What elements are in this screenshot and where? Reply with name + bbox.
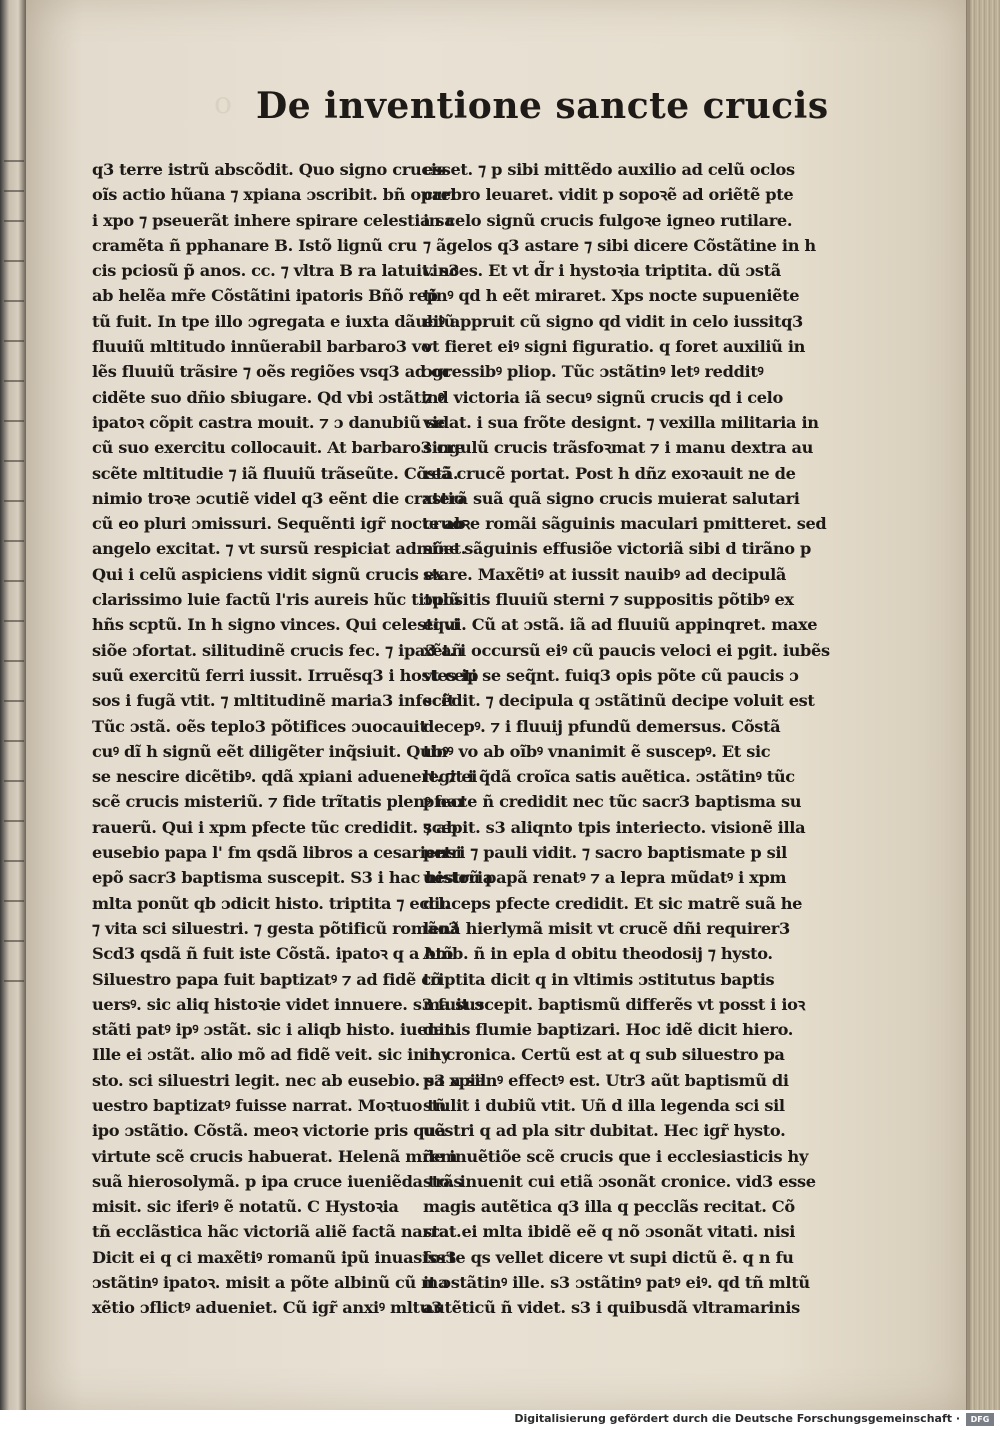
text-line: cis pciosũ p̃ anos. cc. ⁊ vltra B ra latuit. s3 [92, 261, 460, 281]
text-line: siõe ɔfortat. silitudinẽ crucis fec. ⁊ ipa3 añ [92, 640, 463, 660]
text-line: suũ exercitũ ferri iussit. Irruẽsq3 i hostes ip [92, 665, 479, 685]
text-line: vt fieret eiꝰ signi figuratio. q foret auxiliũ in [423, 337, 806, 357]
text-line: lẽs fluuiũ trãsire ⁊ oẽs regiões vsq3 ad oc [92, 362, 452, 382]
text-line: ɔgressibꝰ pliop. Tũc ɔstãtinꝰ letꝰ redditꝰ [423, 362, 764, 382]
text-line: pfecte ñ credidit nec tũc sacr3 baptisma su [423, 792, 802, 812]
text-line: rauerũ. Qui i xpm pfecte tũc credidit. ⁊ ab [92, 817, 458, 837]
text-line: it ɔstãtinꝰ ille. s3 ɔstãtinꝰ patꝰ eiꝰ. qd tñ mltũ [423, 1273, 810, 1293]
text-line: scẽ crucis misteriũ. ⁊ fide trĩtatis plenꝰ nar [92, 792, 466, 812]
text-column-right [423, 157, 830, 1321]
text-line: hñs scptũ. In h signo vinces. Qui celesti vi [92, 615, 459, 635]
page-block-edges [966, 0, 1000, 1410]
text-line: ipo ɔstãtio. Cõstã. meoꝛ victorie pris quã [92, 1121, 446, 1141]
show-through-mark: o [214, 86, 233, 121]
text-line: magis autẽtica q3 illa q pecclãs recitat. Cõ [423, 1197, 795, 1217]
text-line: Ille ei ɔstãt. alio mõ ad fidẽ veit. sic in hy [92, 1045, 451, 1065]
text-line: de inuẽtiõe scẽ crucis que i ecclesiasticis hy [423, 1146, 808, 1166]
text-line: tinꝰ qd h eẽt miraret. Xps nocte supueniẽte [423, 286, 800, 306]
text-line: vinces. Et vt d̃r i hystoꝛia triptita. dũ ɔstã [423, 261, 781, 281]
text-line: mlta ponũt qb ɔdicit histo. triptita ⁊ eccl. [92, 893, 450, 913]
text-line: cuꝰ dĩ h signũ eẽt diligẽter inq̃siuit. Qubꝰ [92, 741, 449, 761]
text-line: cramẽta ñ pphanare B. Istõ lignũ cru [92, 235, 417, 255]
text-line: uestro baptizatꝰ fuisse narrat. Moꝛtuo tñ [92, 1095, 446, 1115]
text-line: triptita dicit q in vltimis ɔstitutus baptis [423, 969, 775, 989]
text-line: equi. Cũ at ɔstã. iã ad fluuiũ appinqret. maxe [423, 615, 818, 635]
text-line: ab helẽa mr̃e Cõstãtini ipatoris Bñõ rep̃ [92, 286, 438, 306]
text-line: angelo excitat. ⁊ vt sursũ respiciat admõet. [92, 539, 467, 559]
text-line: in cronica. Certũ est at q sub siluestro pa [423, 1045, 785, 1065]
text-line: scepit. s3 aliqnto tpis interiecto. visionẽ illa [423, 817, 806, 837]
text-line: stare. Maxẽtiꝰ at iussit nauibꝰ ad decipulã [423, 564, 787, 584]
text-line: ma suscepit. baptismũ differẽs vt posst i ioꝛ [423, 994, 805, 1014]
text-line: danis flumie baptizari. Hoc idẽ dicit hiero. [423, 1020, 794, 1040]
digitization-footer [0, 1410, 1000, 1430]
text-line: pa xpianꝰ effectꝰ est. Utr3 aũt baptismũ di [423, 1070, 789, 1090]
text-line: Amb. ñ in epla d obitu theodosij ⁊ hysto. [423, 944, 773, 964]
text-line: Dicit ei q ci maxẽtiꝰ romanũ ipũ inuasiss3 [92, 1247, 457, 1267]
text-line: xẽtio ɔflictꝰ adueniet. Cũ igr̃ anxiꝰ mltu3 [92, 1298, 443, 1318]
text-column-left [92, 157, 493, 1321]
text-line: xẽt. i occursũ eiꝰ cũ paucis veloci ei pgit. iubẽs [423, 640, 830, 660]
text-line: ipatoꝛ cõpit castra mouit. ⁊ ɔ danubiũ se [92, 412, 445, 432]
adjacent-page-edge [0, 0, 26, 1410]
text-line: autẽticũ ñ videt. s3 i quibusdã vltramarinis [423, 1298, 800, 1318]
text-line: ⁊ ãgelos q3 astare ⁊ sibi dicere Cõstãtine in h [423, 235, 816, 255]
text-line: epõ sacr3 baptisma suscepit. S3 i hac historia [92, 868, 493, 888]
funding-credit: Digitalisierung gefördert durch die Deutsche Forschungsgemeinschaft · [514, 1412, 960, 1425]
text-line: sto. inuenit cui etiã ɔsonãt cronice. vid3 esse [423, 1171, 816, 1191]
text-line: se nescire dicẽtibꝰ. qdã xpiani aduenert. ⁊ ei [92, 767, 478, 787]
text-line: sos i fugã vtit. ⁊ mltitudinẽ maria3 infecit [92, 691, 455, 711]
text-line: tũ fuit. In tpe illo ɔgregata e iuxta dãubiũ [92, 311, 456, 331]
text-line: Qui i celũ aspiciens vidit signũ crucis ex [92, 564, 444, 584]
text-line: stãti patꝰ ipꝰ ɔstãt. sic i aliqb histo. iuenit. [92, 1020, 457, 1040]
text-line: scẽte mltitudie ⁊ iã fluuiũ trãseũte. Cõstã. [92, 463, 459, 483]
text-line: dinceps pfecte credidit. Et sic matrẽ suã he [423, 893, 803, 913]
text-line: uestrũ papã renatꝰ ⁊ a lepra mũdatꝰ i xpm [423, 868, 787, 888]
text-line: ɔpositis fluuiũ sterni ⁊ suppositis põtibꝰ ex [423, 590, 794, 610]
text-line: singulũ crucis trãsfoꝛmat ⁊ i manu dextra au [423, 438, 814, 458]
text-line: decepꝰ. ⁊ i fluuij pfundũ demersus. Cõstã [423, 716, 781, 736]
text-line: Scd3 qsdã ñ fuit iste Cõstã. ipatoꝛ q a btõ [92, 944, 453, 964]
text-line: tinꝰ vo ab oĩbꝰ vnanimit ẽ suscepꝰ. Et sic [423, 741, 771, 761]
text-line: nimio troꝛe ɔcutiẽ videl q3 eẽnt die crastio [92, 488, 465, 508]
text-line: fluuiũ mltitudo innũerabil barbaro3 vo [92, 337, 432, 357]
text-line: stat ei mlta ibidẽ eẽ q nõ ɔsonãt vitati. nisi [423, 1222, 796, 1242]
text-line: scẽdit. ⁊ decipula q ɔstãtinũ decipe voluit est [423, 691, 815, 711]
text-line: forte qs vellet dicere vt supi dictũ ẽ. q n fu [423, 1247, 794, 1267]
text-line: stulit i dubiũ vtit. Uñ d illa legenda sci sil [423, 1095, 785, 1115]
text-line: clarissimo luie factũ l'ris aureis hũc titulũ [92, 590, 460, 610]
text-line: eusebio papa l' fm qsdã libros a cesariensi [92, 843, 462, 863]
text-line: uestri q ad pla sitr dubitat. Hec igr̃ hysto. [423, 1121, 786, 1141]
dfg-logo: DFG [966, 1413, 994, 1426]
text-line: vt ceti se seq̃nt. fuiq3 opis põte cũ paucis ɔ [423, 665, 799, 685]
text-line: xterã suã quã signo crucis muierat salutari [423, 488, 800, 508]
text-line: legit i q̃dã croĩca satis auẽtica. ɔstãtinꝰ tũc [423, 767, 795, 787]
text-line: esset. ⁊ p sibi mittẽdo auxilio ad celũ oclos [423, 160, 795, 179]
text-line: vidat. i sua frõte designt. ⁊ vexilla militaria in [423, 412, 819, 432]
text-line: eiꝰ appruit cũ signo qd vidit in celo iussitq3 [423, 311, 803, 331]
text-line: Tũc ɔstã. oẽs teplo3 põtifices ɔuocauit [92, 716, 427, 736]
text-line: sine sãguinis effusiõe victoriã sibi d tirãno p [423, 539, 811, 559]
text-line: Siluestro papa fuit baptizatꝰ ⁊ ad fidẽ cõ [92, 969, 442, 989]
text-line: suã hierosolymã. p ipa cruce iueniẽda trãs [92, 1171, 463, 1191]
text-line: cruoꝛe romãi sãguinis maculari pmitteret. sed [423, 514, 827, 534]
text-line: cidẽte suo dñio sbiugare. Qd vbi ɔstãtinꝰ [92, 387, 445, 407]
text-line: cũ eo pluri ɔmissuri. Sequẽnti igr̃ nocte ab [92, 514, 466, 534]
text-line: oĩs actio hũana ⁊ xpiana ɔscribit. bñ opari [92, 185, 456, 205]
text-line: misit. sic iferiꝰ ẽ notatũ. C Hystoꝛia [92, 1197, 399, 1217]
text-line: ⁊ vita sci siluestri. ⁊ gesta põtificũ romão3 [92, 918, 459, 938]
text-line: sto. sci siluestri legit. nec ab eusebio. s3 a sil [92, 1070, 486, 1090]
text-line: crebro leuaret. vidit p sopoꝛẽ ad oriẽtẽ pte [423, 185, 794, 205]
text-line: tñ ecclãstica hãc victoriã aliẽ factã narrat. [92, 1222, 462, 1242]
text-line: lenã hierlymã misit vt crucẽ dñi requirer3 [423, 918, 790, 938]
text-line: reã crucẽ portat. Post h dñz exoꝛauit ne de [423, 463, 796, 483]
text-line: ⁊ d victoria iã secuꝰ signũ crucis qd i celo [423, 387, 783, 407]
page-heading: De inventione sancte crucis [256, 85, 829, 127]
text-line: q3 terre istrũ abscõdit. Quo signo crucis [92, 160, 446, 179]
text-line: i xpo ⁊ pseuerãt inhere spirare celestia sa [92, 210, 455, 230]
text-line: virtute scẽ crucis habuerat. Helenã mr̃em [92, 1146, 457, 1166]
text-line: petri ⁊ pauli vidit. ⁊ sacro baptismate p sil [423, 843, 787, 863]
text-line: uersꝰ. sic aliq histoꝛie videt innuere. s3 fuit ɔ [92, 994, 484, 1014]
text-line: in celo signũ crucis fulgoꝛe igneo rutilare. [423, 210, 793, 230]
text-line: cũ suo exercitu collocauit. At barbaro3 cre [92, 438, 465, 458]
text-line: ɔstãtinꝰ ipatoꝛ. misit a põte albinũ cũ ma [92, 1273, 449, 1293]
